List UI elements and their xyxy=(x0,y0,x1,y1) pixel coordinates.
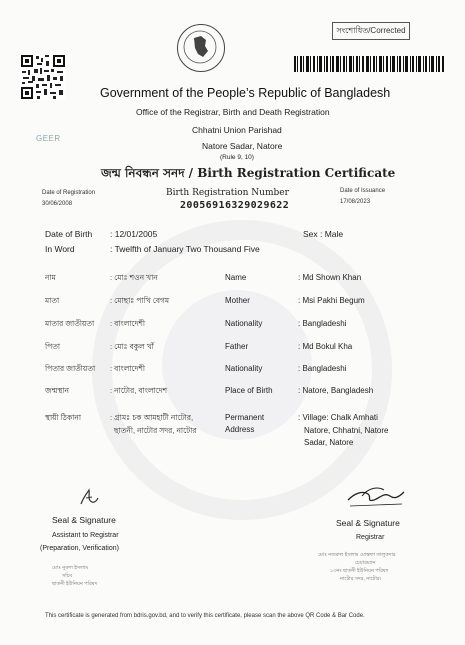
government-seal xyxy=(177,24,225,72)
right-stamp-line4: নাটোর সদর, নাটোর। xyxy=(340,576,382,582)
registrar-signature-icon xyxy=(344,478,408,510)
mother-en-value: : Msi Pakhi Begum xyxy=(298,296,365,305)
birthplace-en-label: Place of Birth xyxy=(225,386,273,395)
upazila-name: Natore Sadar, Natore xyxy=(202,141,283,151)
in-word-value: : Twelfth of January Two Thousand Five xyxy=(110,244,260,254)
left-stamp-line2: সচিব xyxy=(62,573,73,579)
mother-en-label: Mother xyxy=(225,296,250,305)
assistant-registrar-role: Assistant to Registrar xyxy=(52,532,119,539)
name-bn-label: নাম xyxy=(45,273,56,282)
father-en-value: : Md Bokul Kha xyxy=(298,342,353,351)
address-en-line2: Natore, Chhatni, Natore xyxy=(304,426,389,435)
corrected-stamp: সংশোধিত/Corrected xyxy=(332,22,410,40)
mother-bn-value: : মোছাঃ পাখি বেগম xyxy=(110,296,170,305)
mother-nationality-bn-label: মাতার জাতীয়তা xyxy=(45,319,95,328)
mother-nationality-bn-value: : বাংলাদেশী xyxy=(110,319,146,328)
right-stamp-line2: চেয়ারম্যান xyxy=(355,560,376,566)
registration-number: 20056916329029622 xyxy=(180,200,290,211)
address-bn-line1: : গ্রামঃ চক আমহাটী নাটোর, xyxy=(110,413,194,422)
certificate-title: জন্ম নিবন্ধন সনদ / Birth Registration Certificate xyxy=(101,166,396,180)
address-bn-label: স্থায়ী ঠিকানা xyxy=(45,413,82,422)
sex-value: Sex : Male xyxy=(303,229,344,239)
address-bn-line2: ছাতনী, নাটোর সদর, নাটোর xyxy=(114,426,197,435)
address-en-label-1: Permanent xyxy=(225,413,265,422)
in-word-label: In Word xyxy=(45,244,75,254)
name-en-label: Name xyxy=(225,273,247,282)
dob-label: Date of Birth xyxy=(45,229,93,239)
left-stamp-line1: মোঃ নুরুল ইসলাম xyxy=(52,565,89,571)
rule-reference: (Rule 9, 10) xyxy=(220,154,254,161)
birthplace-bn-value: : নাটোর, বাংলাদেশ xyxy=(110,386,168,395)
mother-bn-label: মাতা xyxy=(45,296,60,305)
birthplace-bn-label: জন্মস্থান xyxy=(45,386,70,395)
father-nationality-bn-label: পিতার জাতীয়তা xyxy=(45,364,96,373)
name-en-value: : Md Shown Khan xyxy=(298,273,362,282)
registration-date: 30/06/2008 xyxy=(42,201,73,207)
issuance-date-label: Date of Issuance xyxy=(340,188,386,194)
mother-nationality-en-value: : Bangladeshi xyxy=(298,319,347,328)
right-stamp-line3: ১৩নং ছাতনী ইউনিয়ন পরিষদ xyxy=(330,568,389,574)
father-nationality-bn-value: : বাংলাদেশী xyxy=(110,364,146,373)
qr-code-icon xyxy=(20,54,66,100)
qr-code[interactable] xyxy=(20,54,66,100)
barcode-icon[interactable] xyxy=(294,56,444,72)
dob-value: : 12/01/2005 xyxy=(110,229,158,239)
left-signature-icon xyxy=(78,488,100,508)
union-name: Chhatni Union Parishad xyxy=(192,125,282,135)
right-stamp-line1: মোঃ নজরুল ইসলাম মোস্তফা তালুকদার xyxy=(318,552,396,558)
geer-label: GEER xyxy=(36,134,61,143)
birthplace-en-value: : Natore, Bangladesh xyxy=(298,386,374,395)
assistant-registrar-duty: (Preparation, Verification) xyxy=(40,545,119,552)
name-bn-value: : মোঃ শওন খান xyxy=(110,273,158,282)
verification-footer: This certificate is generated from bdris.gov.bd, and to verify this certificate, please scan the above QR Code & Bar Code. xyxy=(45,613,365,619)
father-nationality-en-value: : Bangladeshi xyxy=(298,364,347,373)
father-bn-label: পিতা xyxy=(45,342,61,351)
father-en-label: Father xyxy=(225,342,249,351)
right-seal-signature-label: Seal & Signature xyxy=(336,518,400,528)
left-seal-signature-label: Seal & Signature xyxy=(52,515,116,525)
mother-nationality-en-label: Nationality xyxy=(225,319,263,328)
issuance-date: 17/08/2023 xyxy=(340,199,371,205)
registration-number-label: Birth Registration Number xyxy=(166,188,289,198)
address-en-label-2: Address xyxy=(225,425,255,434)
father-bn-value: : মোঃ বকুল খাঁ xyxy=(110,342,154,351)
father-nationality-en-label: Nationality xyxy=(225,364,263,373)
registration-date-label: Date of Registration xyxy=(42,190,96,196)
government-title: Government of the People’s Republic of Bangladesh xyxy=(100,86,391,100)
office-name: Office of the Registrar, Birth and Death Registration xyxy=(136,107,330,117)
address-en-line3: Sadar, Natore xyxy=(304,438,354,447)
address-en-line1: : Village: Chalk Amhati xyxy=(298,413,378,422)
left-stamp-line3: ছাতনী ইউনিয়ন পরিষদ xyxy=(52,581,98,587)
bangladesh-map-emblem-icon xyxy=(177,24,223,70)
registrar-role: Registrar xyxy=(356,534,385,541)
